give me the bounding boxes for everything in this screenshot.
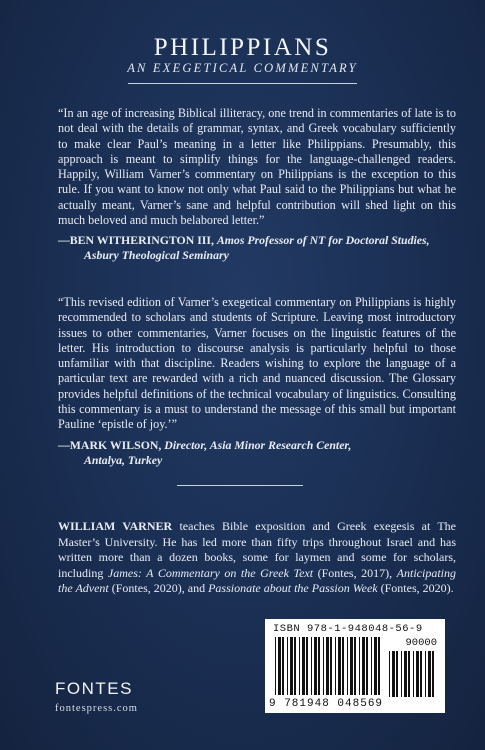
- endorser-name: —BEN WITHERINGTON III,: [58, 233, 214, 247]
- book-title-ref: Passionate about the Passion Week: [208, 581, 378, 596]
- barcode-addon-bars: [389, 651, 437, 697]
- endorser-affiliation: Antalya, Turkey: [84, 453, 163, 467]
- bio-text: (Fontes, 2020), and: [108, 581, 209, 596]
- endorser-affiliation: Asbury Theological Seminary: [84, 248, 229, 262]
- endorsement-attribution-1: [58, 233, 458, 263]
- book-title: PHILIPPIANS: [153, 34, 332, 61]
- bio-text: (Fontes, 2020).: [377, 581, 454, 596]
- author-bio: [58, 519, 456, 597]
- barcode-number: 9 781948 048569: [269, 698, 384, 710]
- bio-text: (Fontes, 2017),: [313, 565, 397, 580]
- title-divider: [128, 83, 357, 84]
- publisher-logo: FONTES: [55, 679, 133, 698]
- endorsement-attribution-2: [58, 438, 458, 468]
- book-title-ref: James: A Commentary on the Greek Text: [107, 565, 314, 580]
- section-divider: [177, 485, 303, 486]
- endorser-role: Director, Asia Minor Research Center,: [164, 438, 352, 452]
- endorser-name: —MARK WILSON,: [58, 438, 162, 452]
- book-subtitle: AN EXEGETICAL COMMENTARY: [127, 61, 358, 75]
- endorsement-quote-1: “In an age of increasing Biblical illiteracy, one trend in commentaries of late is to not deal with the details of grammar, syntax, and Greek vocabulary sufficiently to make clear Paul’s meaning in a letter like Philippians. Presumably, this approach is meant to simplify things for the language-challenged readers. Happily, William Varner’s commentary on Philippians is the exception to this rule. If you want to know not only what Paul said to the Philippians but what he actually meant, Varner’s sane and helpful contribution will shed light on this much beloved and much belabored letter.”: [58, 106, 456, 228]
- endorsement-quote-2: “This revised edition of Varner’s exegetical commentary on Philippians is highly recommended to scholars and students of Scripture. Leaving most introductory issues to other commentaries, Varner focuses on the linguistic features of the letter. His introduction to discourse analysis is particularly helpful to those unfamiliar with that discipline. Readers wishing to explore the language of a particular text are rewarded with a rich and nuanced discussion. The Glossary provides helpful definitions of the technical vocabulary of linguistics. Consulting this commentary is a must to understand the message of this small but important Pauline ‘epistle of joy.’”: [58, 295, 456, 432]
- isbn-barcode: [265, 619, 445, 713]
- isbn-text: ISBN 978-1-948048-56-9: [273, 623, 423, 635]
- bio-text: teaches Bible exposition and Greek exegesis at The Master’s University. He has led more than fifty trips throughout Israel and has written more than a dozen books, some for laymen and some for scholars, including: [58, 519, 456, 580]
- price-code: 90000: [405, 637, 437, 649]
- author-name: WILLIAM VARNER: [58, 519, 173, 533]
- barcode-main-bars: [275, 637, 383, 695]
- book-title-ref: Anticipating the Advent: [58, 565, 456, 596]
- publisher-website[interactable]: fontespress.com: [55, 703, 138, 714]
- endorser-role: Amos Professor of NT for Doctoral Studies,: [216, 233, 430, 247]
